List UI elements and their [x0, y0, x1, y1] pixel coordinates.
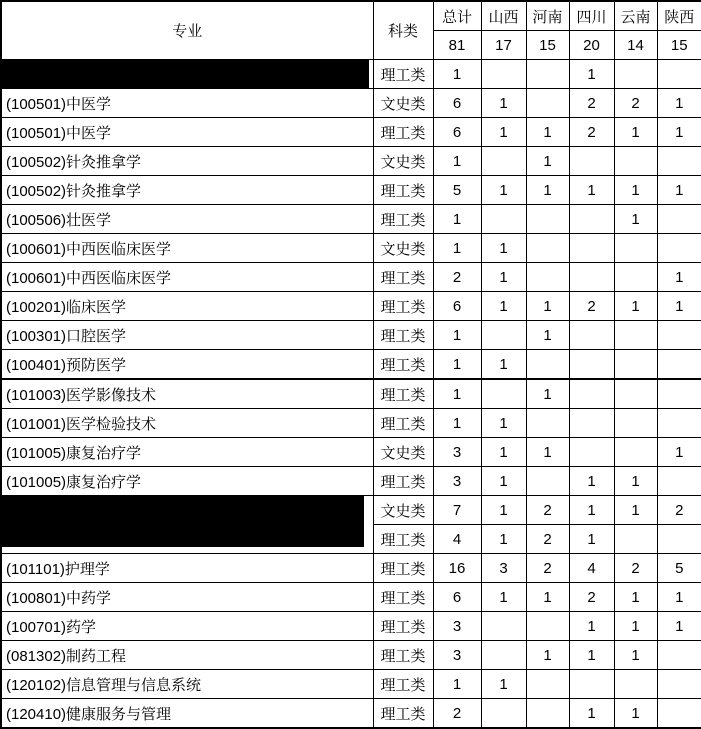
- value-cell-henan: [526, 467, 569, 496]
- value-cell-total: 3: [433, 438, 481, 467]
- major-cell: (100301)口腔医学: [1, 321, 373, 350]
- table-row: [1, 670, 701, 699]
- major-cell: (100502)针灸推拿学: [1, 147, 373, 176]
- value-cell-sichuan: [569, 409, 614, 438]
- table-row: [1, 554, 701, 583]
- value-cell-yunnan: 1: [614, 496, 657, 525]
- value-cell-shaanxi: 1: [657, 89, 701, 118]
- major-cell: (100502)针灸推拿学: [1, 176, 373, 205]
- category-cell: 文史类: [373, 147, 433, 176]
- value-cell-shaanxi: [657, 670, 701, 699]
- value-cell-shanxi: [481, 60, 526, 89]
- value-cell-shaanxi: 1: [657, 612, 701, 641]
- value-cell-yunnan: 1: [614, 118, 657, 147]
- table-row: [1, 147, 701, 176]
- value-cell-yunnan: [614, 263, 657, 292]
- table-row: [1, 263, 701, 292]
- value-cell-sichuan: 2: [569, 292, 614, 321]
- redacted-major-bar: [1, 60, 373, 89]
- value-cell-yunnan: 2: [614, 89, 657, 118]
- category-cell: 文史类: [373, 438, 433, 467]
- value-cell-yunnan: 1: [614, 612, 657, 641]
- major-cell: (100801)中药学: [1, 583, 373, 612]
- value-cell-sichuan: [569, 350, 614, 380]
- value-cell-shanxi: [481, 379, 526, 409]
- category-cell: 理工类: [373, 670, 433, 699]
- value-cell-total: 2: [433, 699, 481, 729]
- major-cell: (100401)预防医学: [1, 350, 373, 380]
- value-cell-yunnan: [614, 321, 657, 350]
- value-cell-sichuan: [569, 379, 614, 409]
- major-cell: (100601)中西医临床医学: [1, 263, 373, 292]
- value-cell-shanxi: 1: [481, 350, 526, 380]
- col-header-henan: 河南: [526, 1, 569, 31]
- value-cell-henan: [526, 409, 569, 438]
- value-cell-shaanxi: [657, 525, 701, 554]
- value-cell-shanxi: 1: [481, 409, 526, 438]
- category-cell: 理工类: [373, 60, 433, 89]
- value-cell-shanxi: [481, 641, 526, 670]
- category-cell: 理工类: [373, 321, 433, 350]
- value-cell-total: 1: [433, 350, 481, 380]
- col-header-major: 专业: [1, 1, 373, 60]
- value-cell-henan: 1: [526, 292, 569, 321]
- major-cell: (081302)制药工程: [1, 641, 373, 670]
- col-total-sichuan: 20: [569, 31, 614, 60]
- major-cell: (100201)临床医学: [1, 292, 373, 321]
- col-total-shaanxi: 15: [657, 31, 701, 60]
- value-cell-henan: 1: [526, 583, 569, 612]
- category-cell: 理工类: [373, 176, 433, 205]
- category-cell: 文史类: [373, 496, 433, 525]
- value-cell-yunnan: [614, 60, 657, 89]
- value-cell-shaanxi: 2: [657, 496, 701, 525]
- header-row-labels: [1, 1, 701, 31]
- value-cell-henan: 1: [526, 641, 569, 670]
- col-total-henan: 15: [526, 31, 569, 60]
- value-cell-yunnan: [614, 409, 657, 438]
- value-cell-henan: [526, 205, 569, 234]
- value-cell-sichuan: [569, 670, 614, 699]
- category-cell: 文史类: [373, 89, 433, 118]
- value-cell-total: 1: [433, 60, 481, 89]
- value-cell-shaanxi: [657, 321, 701, 350]
- value-cell-sichuan: 2: [569, 118, 614, 147]
- table-row: [1, 699, 701, 729]
- value-cell-shanxi: 1: [481, 118, 526, 147]
- value-cell-shanxi: 1: [481, 234, 526, 263]
- value-cell-sichuan: 2: [569, 583, 614, 612]
- value-cell-henan: 1: [526, 321, 569, 350]
- value-cell-henan: [526, 670, 569, 699]
- table-row: [1, 409, 701, 438]
- value-cell-total: 1: [433, 205, 481, 234]
- major-cell: (100501)中医学: [1, 118, 373, 147]
- value-cell-shaanxi: [657, 699, 701, 729]
- table-row: [1, 205, 701, 234]
- value-cell-total: 5: [433, 176, 481, 205]
- value-cell-yunnan: 1: [614, 176, 657, 205]
- table-row: [1, 496, 701, 525]
- category-cell: 理工类: [373, 205, 433, 234]
- value-cell-yunnan: 1: [614, 292, 657, 321]
- col-header-sichuan: 四川: [569, 1, 614, 31]
- value-cell-shaanxi: [657, 60, 701, 89]
- value-cell-total: 3: [433, 641, 481, 670]
- major-cell: (101001)医学检验技术: [1, 409, 373, 438]
- value-cell-total: 2: [433, 263, 481, 292]
- value-cell-sichuan: 1: [569, 496, 614, 525]
- category-cell: 理工类: [373, 583, 433, 612]
- value-cell-total: 1: [433, 234, 481, 263]
- value-cell-yunnan: [614, 147, 657, 176]
- value-cell-yunnan: [614, 379, 657, 409]
- value-cell-henan: 2: [526, 554, 569, 583]
- value-cell-total: 3: [433, 612, 481, 641]
- value-cell-shaanxi: 1: [657, 118, 701, 147]
- value-cell-sichuan: 1: [569, 525, 614, 554]
- value-cell-shanxi: 1: [481, 467, 526, 496]
- value-cell-henan: [526, 89, 569, 118]
- value-cell-henan: 2: [526, 525, 569, 554]
- category-cell: 理工类: [373, 118, 433, 147]
- value-cell-shanxi: [481, 612, 526, 641]
- value-cell-yunnan: [614, 670, 657, 699]
- col-header-shaanxi: 陕西: [657, 1, 701, 31]
- value-cell-shanxi: 3: [481, 554, 526, 583]
- value-cell-total: 1: [433, 409, 481, 438]
- value-cell-henan: [526, 263, 569, 292]
- value-cell-shaanxi: [657, 147, 701, 176]
- value-cell-shanxi: 1: [481, 670, 526, 699]
- table-body: [1, 60, 701, 729]
- table-row: [1, 321, 701, 350]
- value-cell-henan: [526, 699, 569, 729]
- value-cell-shanxi: 1: [481, 438, 526, 467]
- value-cell-sichuan: [569, 234, 614, 263]
- category-cell: 理工类: [373, 554, 433, 583]
- value-cell-sichuan: [569, 205, 614, 234]
- value-cell-yunnan: 1: [614, 583, 657, 612]
- value-cell-total: 1: [433, 321, 481, 350]
- value-cell-henan: 2: [526, 496, 569, 525]
- col-header-category: 科类: [373, 1, 433, 60]
- value-cell-total: 6: [433, 583, 481, 612]
- table-row: [1, 641, 701, 670]
- category-cell: 理工类: [373, 379, 433, 409]
- major-cell: (101005)康复治疗学: [1, 467, 373, 496]
- value-cell-henan: 1: [526, 176, 569, 205]
- value-cell-sichuan: 4: [569, 554, 614, 583]
- value-cell-shanxi: 1: [481, 176, 526, 205]
- value-cell-yunnan: [614, 350, 657, 380]
- table-row: [1, 234, 701, 263]
- value-cell-shanxi: 1: [481, 263, 526, 292]
- table-row: [1, 467, 701, 496]
- col-total-yunnan: 14: [614, 31, 657, 60]
- value-cell-henan: 1: [526, 118, 569, 147]
- value-cell-shaanxi: 1: [657, 263, 701, 292]
- value-cell-sichuan: [569, 438, 614, 467]
- value-cell-sichuan: 1: [569, 641, 614, 670]
- value-cell-total: 4: [433, 525, 481, 554]
- category-cell: 理工类: [373, 263, 433, 292]
- table-row: [1, 379, 701, 409]
- value-cell-henan: 1: [526, 147, 569, 176]
- value-cell-henan: [526, 234, 569, 263]
- value-cell-yunnan: [614, 525, 657, 554]
- value-cell-yunnan: 1: [614, 641, 657, 670]
- value-cell-total: 6: [433, 118, 481, 147]
- value-cell-shanxi: [481, 321, 526, 350]
- table-row: [1, 583, 701, 612]
- value-cell-total: 6: [433, 292, 481, 321]
- category-cell: 理工类: [373, 699, 433, 729]
- col-header-shanxi: 山西: [481, 1, 526, 31]
- category-cell: 理工类: [373, 612, 433, 641]
- table-row: [1, 292, 701, 321]
- category-cell: 理工类: [373, 350, 433, 380]
- table-row: [1, 438, 701, 467]
- value-cell-total: 16: [433, 554, 481, 583]
- value-cell-shanxi: 1: [481, 89, 526, 118]
- table-row: [1, 118, 701, 147]
- value-cell-shaanxi: 1: [657, 438, 701, 467]
- value-cell-sichuan: 1: [569, 467, 614, 496]
- col-total-shanxi: 17: [481, 31, 526, 60]
- value-cell-shanxi: [481, 205, 526, 234]
- category-cell: 理工类: [373, 525, 433, 554]
- value-cell-henan: [526, 350, 569, 380]
- major-cell: (101101)护理学: [1, 554, 373, 583]
- value-cell-yunnan: 1: [614, 467, 657, 496]
- value-cell-yunnan: [614, 234, 657, 263]
- value-cell-shanxi: 1: [481, 496, 526, 525]
- value-cell-sichuan: [569, 321, 614, 350]
- value-cell-yunnan: 1: [614, 205, 657, 234]
- value-cell-total: 1: [433, 379, 481, 409]
- redacted-major-bar: [1, 496, 373, 554]
- value-cell-shanxi: 1: [481, 525, 526, 554]
- value-cell-shaanxi: 1: [657, 292, 701, 321]
- value-cell-sichuan: [569, 263, 614, 292]
- category-cell: 理工类: [373, 641, 433, 670]
- value-cell-shanxi: [481, 147, 526, 176]
- value-cell-total: 6: [433, 89, 481, 118]
- value-cell-sichuan: 1: [569, 699, 614, 729]
- value-cell-sichuan: 1: [569, 612, 614, 641]
- major-cell: (100701)药学: [1, 612, 373, 641]
- value-cell-shanxi: [481, 699, 526, 729]
- category-cell: 理工类: [373, 292, 433, 321]
- major-cell: (100501)中医学: [1, 89, 373, 118]
- value-cell-shanxi: 1: [481, 292, 526, 321]
- value-cell-sichuan: 2: [569, 89, 614, 118]
- col-header-total: 总计: [433, 1, 481, 31]
- value-cell-shaanxi: [657, 350, 701, 380]
- value-cell-shaanxi: [657, 379, 701, 409]
- value-cell-henan: [526, 612, 569, 641]
- major-cell: (101003)医学影像技术: [1, 379, 373, 409]
- value-cell-shaanxi: 1: [657, 583, 701, 612]
- col-total-total: 81: [433, 31, 481, 60]
- table-row: [1, 612, 701, 641]
- value-cell-total: 1: [433, 147, 481, 176]
- value-cell-yunnan: 2: [614, 554, 657, 583]
- value-cell-shaanxi: [657, 467, 701, 496]
- major-cell: (101005)康复治疗学: [1, 438, 373, 467]
- value-cell-total: 1: [433, 670, 481, 699]
- major-cell: (120102)信息管理与信息系统: [1, 670, 373, 699]
- category-cell: 理工类: [373, 467, 433, 496]
- value-cell-sichuan: 1: [569, 60, 614, 89]
- value-cell-shaanxi: [657, 409, 701, 438]
- value-cell-sichuan: [569, 147, 614, 176]
- value-cell-sichuan: 1: [569, 176, 614, 205]
- value-cell-shaanxi: [657, 234, 701, 263]
- major-cell: (120410)健康服务与管理: [1, 699, 373, 729]
- major-cell: (100601)中西医临床医学: [1, 234, 373, 263]
- table-row: [1, 350, 701, 380]
- value-cell-henan: [526, 60, 569, 89]
- value-cell-total: 7: [433, 496, 481, 525]
- value-cell-shaanxi: 1: [657, 176, 701, 205]
- col-header-yunnan: 云南: [614, 1, 657, 31]
- value-cell-yunnan: 1: [614, 699, 657, 729]
- table-row: [1, 60, 701, 89]
- value-cell-henan: 1: [526, 438, 569, 467]
- table-row: [1, 176, 701, 205]
- value-cell-shaanxi: [657, 205, 701, 234]
- value-cell-shanxi: 1: [481, 583, 526, 612]
- value-cell-shaanxi: [657, 641, 701, 670]
- category-cell: 理工类: [373, 409, 433, 438]
- category-cell: 文史类: [373, 234, 433, 263]
- value-cell-henan: 1: [526, 379, 569, 409]
- value-cell-shaanxi: 5: [657, 554, 701, 583]
- value-cell-total: 3: [433, 467, 481, 496]
- major-cell: (100506)壮医学: [1, 205, 373, 234]
- value-cell-yunnan: [614, 438, 657, 467]
- table-row: [1, 89, 701, 118]
